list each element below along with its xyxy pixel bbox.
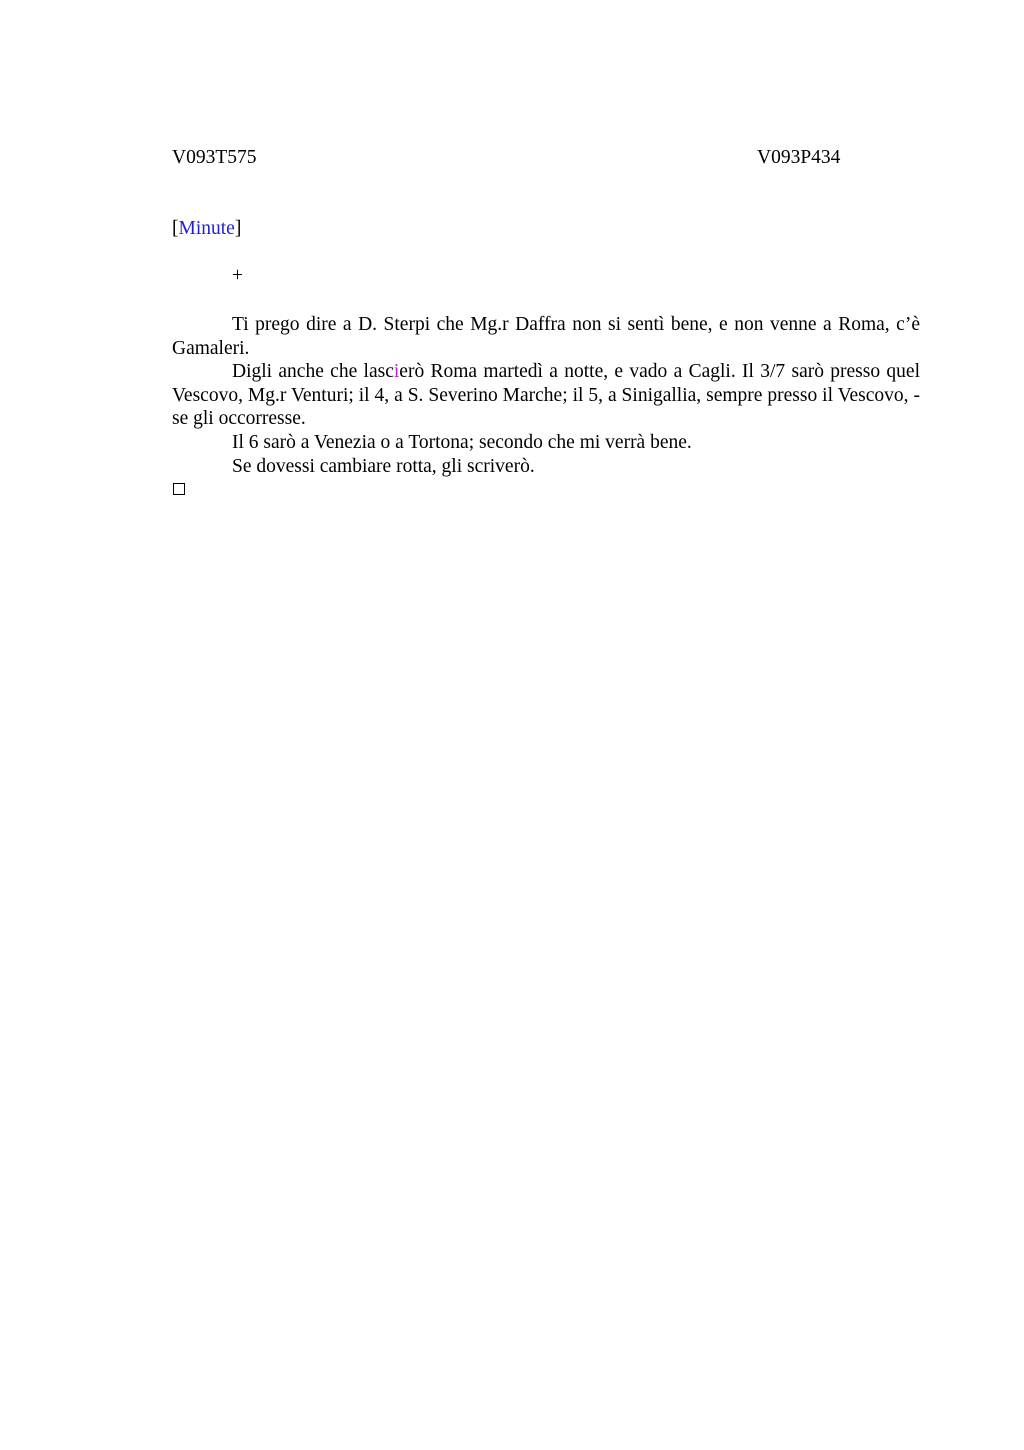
cross-mark: + [232, 265, 243, 286]
document-code-left: V093T575 [172, 147, 257, 168]
paragraph-1: Ti prego dire a D. Sterpi che Mg.r Daffra non si sentì bene, e non venne a Roma, c’è Gamaleri. [172, 314, 920, 359]
empty-square-icon [173, 483, 185, 495]
annotation-label: Minute [178, 218, 235, 239]
paragraph-2-rest: erò Roma martedì a notte, e vado a Cagli. Il 3/7 sarò presso quel Vescovo, Mg.r Venturi; il 4, a S. Severino Marche; il 5, a Sinigallia, sempre presso il Vescovo, - se gli occorresse. [172, 361, 920, 430]
annotation-note [172, 217, 241, 241]
document-code-right: V093P434 [757, 147, 841, 168]
paragraph-4: Se dovessi cambiare rotta, gli scriverò. [232, 455, 535, 477]
annotation-open-bracket: [ [172, 218, 179, 239]
highlighted-letter: i [393, 361, 400, 383]
paragraph-2 [172, 360, 920, 431]
paragraph-3: Il 6 sarò a Venezia o a Tortona; secondo che mi verrà bene. [232, 431, 692, 453]
annotation-close-bracket: ] [234, 218, 242, 239]
letter-body [172, 313, 920, 478]
paragraph-2-start: Digli anche che lasc [232, 361, 394, 383]
